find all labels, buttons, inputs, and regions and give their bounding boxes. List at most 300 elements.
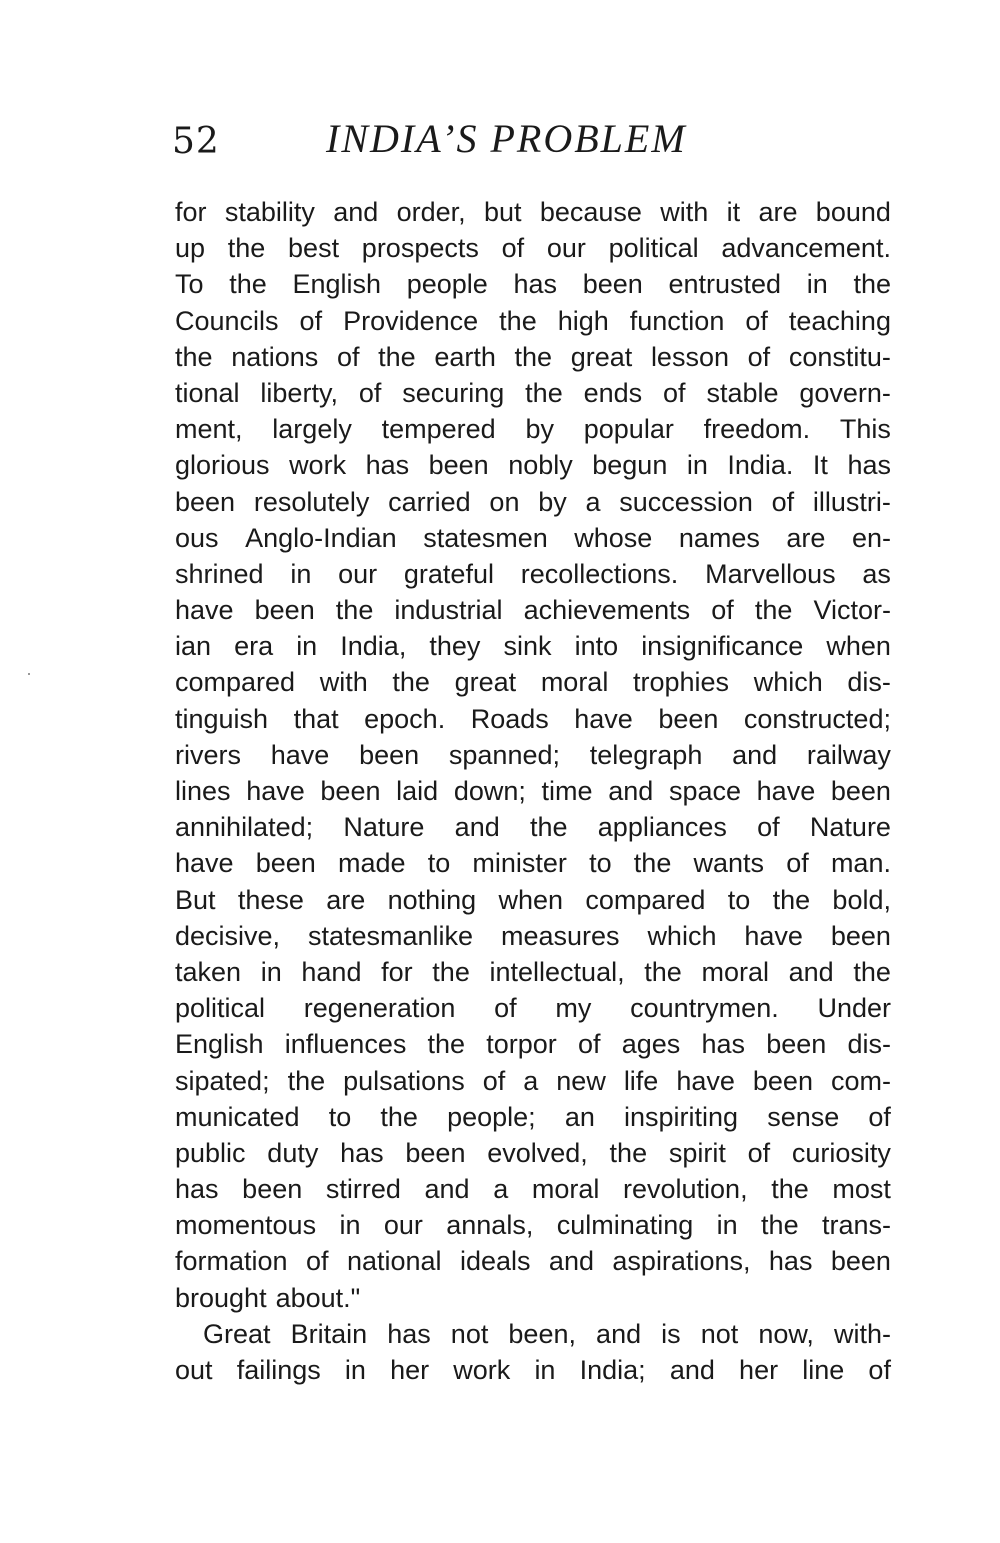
word: and: [596, 1318, 642, 1349]
text-line: [175, 592, 891, 628]
word: hand: [301, 956, 362, 987]
text-line: [175, 1316, 891, 1352]
word: order,: [396, 197, 466, 227]
word: of: [868, 1101, 891, 1132]
text-line: [175, 230, 891, 266]
word: nations: [231, 341, 319, 372]
word: best: [288, 233, 340, 264]
word: these: [237, 884, 304, 915]
text-line: [175, 1135, 891, 1171]
word: industrial: [394, 595, 503, 626]
word: telegraph: [589, 739, 703, 770]
word: stable: [706, 377, 779, 408]
word: for: [175, 197, 207, 227]
word: to: [427, 848, 451, 879]
word: teaching: [788, 305, 891, 336]
word: securing: [402, 377, 505, 408]
word: entrusted: [668, 269, 782, 300]
word: which: [647, 920, 717, 951]
word: national: [346, 1246, 442, 1277]
word: have: [574, 703, 633, 734]
word: of: [757, 812, 780, 843]
text-line: [175, 339, 891, 375]
text-line: [175, 954, 891, 990]
word: of: [482, 1065, 506, 1096]
word: has: [513, 269, 558, 300]
text-line: [175, 809, 891, 845]
word: the: [432, 956, 470, 987]
word: an: [564, 1101, 595, 1132]
word: Britain: [290, 1318, 368, 1349]
word: compared: [585, 884, 706, 915]
word: line: [802, 1355, 845, 1385]
word: have: [246, 776, 305, 806]
word: ends: [583, 377, 643, 408]
word: the: [771, 1174, 809, 1205]
word: the: [229, 269, 267, 300]
word: the: [529, 812, 568, 843]
word: when: [498, 884, 564, 915]
word: constructed;: [743, 703, 891, 734]
text-line: [175, 1243, 891, 1279]
word: our: [546, 233, 586, 264]
word: nothing: [387, 884, 477, 915]
word: momentous: [175, 1210, 317, 1241]
word: it: [726, 197, 741, 227]
text-line: [175, 1171, 891, 1207]
word: have: [175, 848, 234, 879]
word: and: [333, 197, 379, 227]
word: freedom.: [703, 414, 811, 445]
word: and: [454, 812, 500, 843]
word: political: [608, 233, 699, 264]
word: of: [578, 1029, 601, 1060]
word: been: [582, 269, 643, 300]
word: work: [453, 1355, 511, 1385]
word: compared: [175, 667, 296, 698]
word: been: [359, 739, 420, 770]
text-line: [175, 375, 891, 411]
word: aspirations,: [612, 1246, 751, 1277]
word: her: [390, 1355, 430, 1385]
word: trans-: [821, 1210, 891, 1241]
word: been: [752, 1065, 813, 1096]
word: liberty,: [260, 377, 338, 408]
word: tional: [175, 377, 240, 408]
word: en-: [851, 522, 891, 553]
word: spirit: [668, 1137, 726, 1168]
word: have: [270, 739, 330, 770]
word: India,: [340, 631, 407, 662]
word: political: [175, 993, 266, 1024]
word: tinguish: [175, 703, 269, 734]
word: the: [378, 341, 416, 372]
word: the: [380, 1101, 418, 1132]
word: into: [574, 631, 619, 662]
word: This: [839, 414, 891, 445]
word: work: [289, 450, 347, 481]
word: measures: [500, 920, 620, 951]
word: of: [299, 305, 323, 336]
word: of: [711, 595, 734, 626]
word: moral: [540, 667, 609, 698]
word: space: [668, 776, 741, 806]
word: India;: [579, 1355, 646, 1385]
word: been: [766, 1029, 827, 1060]
word: the: [514, 341, 553, 372]
word: municated: [175, 1101, 300, 1132]
word: minister: [472, 848, 567, 879]
word: and: [424, 1174, 470, 1205]
word: sink: [503, 631, 552, 662]
word: advancement.: [721, 233, 891, 264]
word: her: [739, 1355, 779, 1385]
word: brought: [175, 1282, 267, 1313]
word: It: [812, 450, 828, 481]
word: not: [450, 1318, 489, 1349]
word: out: [175, 1355, 213, 1385]
text-line: [175, 1207, 891, 1243]
word: bound: [815, 197, 891, 227]
word: now,: [758, 1318, 814, 1349]
word: in: [344, 1355, 366, 1385]
word: ous: [175, 522, 219, 553]
word: most: [832, 1174, 891, 1205]
word: pulsations: [343, 1065, 465, 1096]
word: names: [678, 522, 760, 553]
word: ideals: [459, 1246, 531, 1277]
word: in: [686, 450, 708, 481]
word: torpor: [486, 1029, 557, 1060]
word: formation: [175, 1246, 288, 1277]
word: moral: [701, 956, 769, 987]
word: influences: [284, 1029, 407, 1060]
word: new: [556, 1065, 606, 1096]
text-line: [175, 664, 891, 700]
word: in: [296, 631, 318, 662]
text-line: [175, 773, 891, 809]
word: been: [830, 920, 891, 951]
word: of: [358, 377, 382, 408]
word: Councils: [175, 305, 279, 336]
word: the: [335, 595, 374, 626]
word: of: [747, 1137, 771, 1168]
body-text: [175, 194, 891, 1388]
word: Providence: [343, 305, 479, 336]
text-line: [175, 194, 891, 230]
word: that: [293, 703, 339, 734]
word: are: [758, 197, 798, 227]
word: regeneration: [303, 993, 456, 1024]
text-line: [175, 845, 891, 881]
word: wants: [693, 848, 765, 879]
word: which: [753, 667, 823, 698]
word: Roads: [470, 703, 549, 734]
word: has: [387, 1318, 431, 1349]
word: the: [392, 667, 430, 698]
word: public: [175, 1137, 246, 1168]
word: a: [523, 1065, 539, 1096]
word: appliances: [597, 812, 727, 843]
word: statesmen: [423, 522, 548, 553]
word: lesson: [650, 341, 729, 372]
word: the: [853, 956, 891, 987]
word: the: [761, 1210, 799, 1241]
word: epoch.: [364, 703, 446, 734]
word: and: [608, 776, 654, 806]
word: popular: [583, 414, 674, 445]
word: Marvellous: [705, 558, 836, 589]
word: the: [633, 848, 672, 879]
word: ages: [621, 1029, 681, 1060]
word: the: [853, 269, 891, 300]
word: curiosity: [791, 1137, 891, 1168]
word: and: [788, 956, 834, 987]
word: taken: [175, 956, 242, 987]
text-line: [175, 882, 891, 918]
word: of: [305, 1246, 329, 1277]
word: been: [254, 595, 315, 626]
word: Anglo-Indian: [245, 522, 397, 553]
word: in: [339, 1210, 361, 1241]
word: culminating: [556, 1210, 694, 1241]
word: been: [428, 450, 489, 481]
word: in: [534, 1355, 556, 1385]
word: annihilated;: [175, 812, 314, 843]
word: for: [381, 956, 413, 987]
word: moral: [531, 1174, 600, 1205]
word: and: [669, 1355, 715, 1385]
word: down;: [453, 776, 526, 806]
word: insignificance: [641, 631, 804, 662]
text-line: [175, 1352, 891, 1388]
word: are: [786, 522, 826, 553]
word: has: [175, 1174, 219, 1205]
word: govern-: [799, 377, 891, 408]
text-line: [175, 990, 891, 1026]
word: the: [427, 1029, 466, 1060]
word: English: [292, 269, 382, 300]
word: is: [661, 1318, 681, 1349]
word: resolutely: [253, 486, 370, 517]
word: in: [806, 269, 828, 300]
word: in: [716, 1210, 738, 1241]
word: ment,: [175, 414, 243, 445]
word: with: [319, 667, 368, 698]
word: to: [589, 848, 612, 879]
word: our: [338, 558, 378, 589]
word: To: [175, 269, 204, 300]
word: they: [429, 631, 481, 662]
word: by: [538, 486, 567, 517]
word: up: [175, 233, 206, 264]
word: sipated;: [175, 1065, 270, 1096]
word: about.": [275, 1282, 361, 1313]
word: been: [830, 1246, 891, 1277]
word: great: [454, 667, 517, 698]
word: nobly: [508, 450, 573, 481]
word: carried: [388, 486, 471, 517]
word: people: [406, 269, 488, 300]
word: to: [328, 1101, 352, 1132]
word: tempered: [381, 414, 496, 445]
text-line: [175, 411, 891, 447]
word: in: [260, 956, 282, 987]
word: when: [826, 631, 891, 662]
word: railway: [806, 739, 891, 770]
word: largely: [272, 414, 352, 445]
word: time: [541, 776, 593, 806]
word: stirred: [325, 1174, 401, 1205]
word: have: [744, 920, 803, 951]
word: the: [754, 595, 793, 626]
word: function: [629, 305, 725, 336]
word: and: [732, 739, 778, 770]
word: with-: [833, 1318, 891, 1349]
word: the: [287, 1065, 326, 1096]
word: been: [405, 1137, 466, 1168]
word: with: [660, 197, 709, 227]
word: the: [772, 884, 811, 915]
word: Great: [203, 1318, 271, 1349]
text-line: [175, 1099, 891, 1135]
word: been: [830, 776, 891, 806]
word: era: [234, 631, 274, 662]
word: of: [336, 341, 360, 372]
word: whose: [574, 522, 653, 553]
word: of: [663, 377, 686, 408]
word: succession: [619, 486, 753, 517]
word: of: [868, 1355, 891, 1385]
word: decisive,: [175, 920, 281, 951]
word: in: [290, 558, 312, 589]
word: duty: [267, 1137, 319, 1168]
word: has: [365, 450, 410, 481]
word: life: [623, 1065, 659, 1096]
word: not: [700, 1318, 739, 1349]
word: dis-: [847, 667, 891, 698]
word: has: [340, 1137, 384, 1168]
word: been: [320, 776, 381, 806]
word: prospects: [361, 233, 479, 264]
word: high: [557, 305, 609, 336]
word: great: [570, 341, 633, 372]
word: because: [539, 197, 642, 227]
word: earth: [434, 341, 496, 372]
word: countrymen.: [630, 993, 779, 1024]
text-line: [175, 447, 891, 483]
word: spanned;: [448, 739, 560, 770]
word: constitu-: [788, 341, 891, 372]
word: a: [493, 1174, 509, 1205]
word: failings: [236, 1355, 321, 1385]
word: the: [227, 233, 266, 264]
word: as: [862, 558, 891, 589]
word: the: [609, 1137, 648, 1168]
word: to: [727, 884, 751, 915]
word: revolution,: [623, 1174, 748, 1205]
page-header: [172, 112, 892, 172]
running-title: INDIA’S PROBLEM: [326, 116, 687, 161]
word: Under: [817, 993, 891, 1024]
word: the: [525, 377, 563, 408]
word: made: [337, 848, 406, 879]
text-line: [175, 918, 891, 954]
word: grateful: [403, 558, 494, 589]
word: of: [494, 993, 517, 1024]
word: But: [175, 884, 216, 915]
word: English: [175, 1029, 264, 1060]
word: on: [489, 486, 520, 517]
text-line: [175, 1063, 891, 1099]
word: recollections.: [520, 558, 679, 589]
word: have: [175, 595, 234, 626]
word: the: [175, 341, 213, 372]
word: has: [768, 1246, 813, 1277]
word: India.: [727, 450, 794, 481]
word: of: [771, 486, 795, 517]
word: illustri-: [812, 486, 891, 517]
word: achievements: [523, 595, 691, 626]
word: trophies: [632, 667, 730, 698]
word: by: [525, 414, 554, 445]
text-line: [175, 737, 891, 773]
text-line: [175, 303, 891, 339]
word: people;: [447, 1101, 536, 1132]
word: shrined: [175, 558, 264, 589]
word: but: [483, 197, 522, 227]
word: begun: [592, 450, 668, 481]
page-number: 52: [172, 121, 220, 162]
word: dis-: [847, 1029, 891, 1060]
word: of: [745, 305, 768, 336]
text-line: [175, 520, 891, 556]
scan-speck: [28, 673, 30, 675]
text-line: [175, 1026, 891, 1062]
word: has: [701, 1029, 746, 1060]
word: Nature: [809, 812, 891, 843]
text-line: [175, 266, 891, 302]
word: our: [383, 1210, 423, 1241]
word: man.: [830, 848, 891, 879]
word: my: [555, 993, 592, 1024]
word: inspiriting: [624, 1101, 739, 1132]
word: Victor-: [813, 595, 891, 626]
word: have: [756, 776, 816, 806]
word: and: [548, 1246, 594, 1277]
word: been: [175, 486, 236, 517]
word: intellectual,: [489, 956, 625, 987]
word: sense: [767, 1101, 840, 1132]
text-line: [175, 484, 891, 520]
word: of: [501, 233, 525, 264]
word: laid: [396, 776, 439, 806]
word: of: [786, 848, 809, 879]
word: glorious: [175, 450, 270, 481]
word: have: [676, 1065, 735, 1096]
word: been: [242, 1174, 303, 1205]
word: has: [847, 450, 891, 481]
text-line: [175, 701, 891, 737]
word: lines: [175, 776, 231, 806]
word: com-: [830, 1065, 891, 1096]
word: statesmanlike: [307, 920, 474, 951]
text-line: [175, 556, 891, 592]
word: of: [747, 341, 771, 372]
word: Nature: [343, 812, 425, 843]
text-line: [175, 628, 891, 664]
word: rivers: [175, 739, 241, 770]
